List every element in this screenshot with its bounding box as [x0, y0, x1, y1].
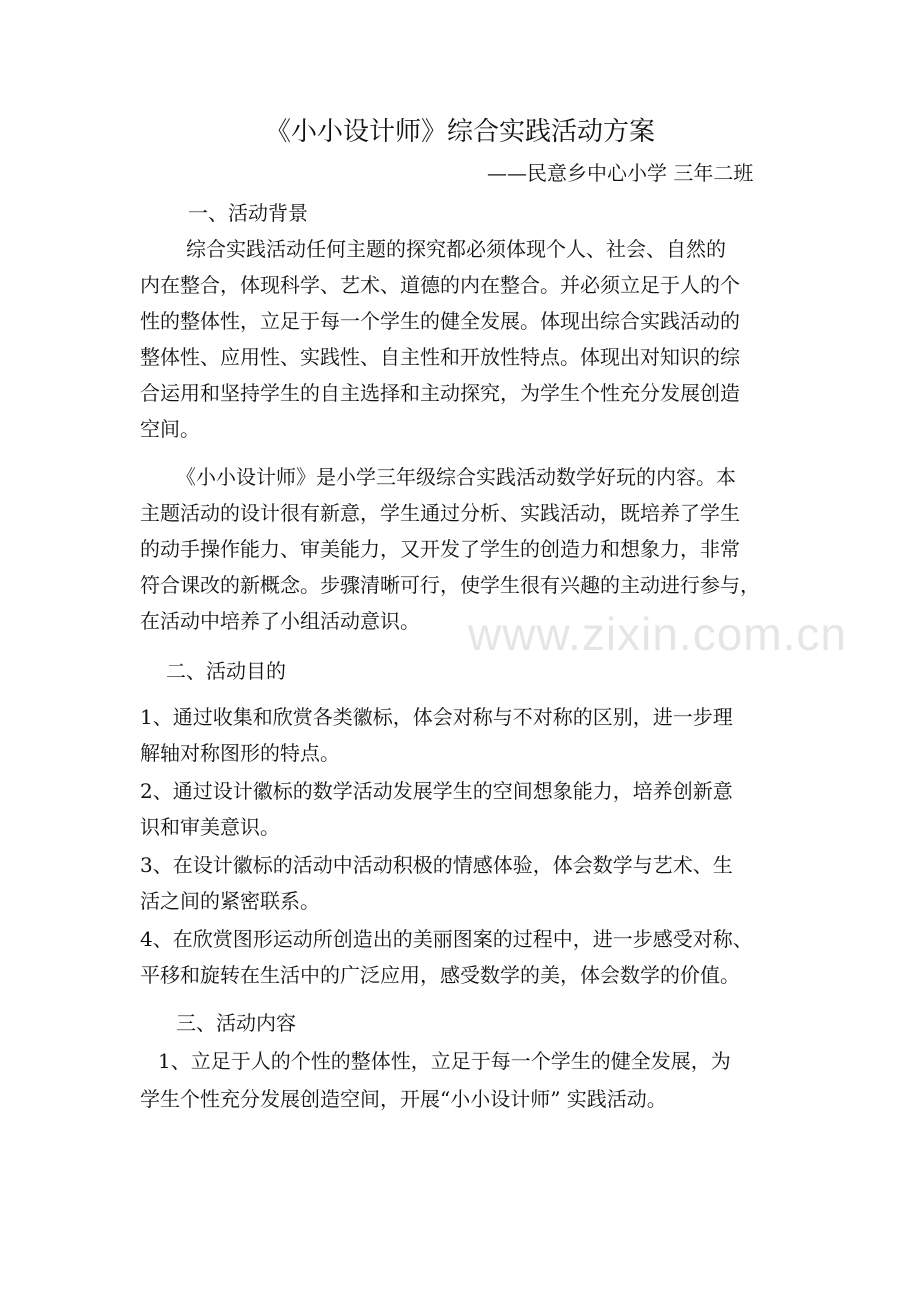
- paragraph-line: 符合课改的新概念。步骤清晰可行，使学生很有兴趣的主动进行参与，: [140, 573, 760, 597]
- list-item: 4、在欣赏图形运动所创造出的美丽图案的过程中，进一步感受对称、: [140, 927, 753, 951]
- list-item-continuation: 解轴对称图形的特点。: [140, 741, 340, 765]
- paragraph-line: 空间。: [140, 417, 200, 441]
- paragraph-line: 《小小设计师》是小学三年级综合实践活动数学好玩的内容。本: [176, 465, 736, 489]
- section-heading-background: 一、活动背景: [188, 201, 308, 225]
- watermark: www.zixin.com.cn: [468, 608, 847, 660]
- section-heading-purpose: 二、活动目的: [166, 659, 286, 683]
- list-item-continuation: 识和审美意识。: [140, 815, 280, 839]
- list-item-continuation: 平移和旋转在生活中的广泛应用，感受数学的美，体会数学的价值。: [140, 963, 740, 987]
- paragraph-line: 综合实践活动任何主题的探究都必须体现个人、社会、自然的: [186, 237, 726, 261]
- list-item: 1、立足于人的个性的整体性，立足于每一个学生的健全发展，为: [158, 1049, 731, 1073]
- paragraph-line: 的动手操作能力、审美能力，又开发了学生的创造力和想象力，非常: [140, 537, 740, 561]
- paragraph-line: 整体性、应用性、实践性、自主性和开放性特点。体现出对知识的综: [140, 345, 740, 369]
- section-heading-content: 三、活动内容: [176, 1011, 296, 1035]
- list-item: 3、在设计徽标的活动中活动积极的情感体验，体会数学与艺术、生: [140, 853, 733, 877]
- paragraph-line: 在活动中培养了小组活动意识。: [140, 609, 420, 633]
- list-item-continuation: 学生个性充分发展创造空间，开展“小小设计师” 实践活动。: [140, 1087, 667, 1111]
- document-subtitle: ——民意乡中心小学 三年二班: [487, 161, 754, 185]
- document-title: 《小小设计师》综合实践活动方案: [264, 117, 655, 147]
- list-item-continuation: 活之间的紧密联系。: [140, 889, 320, 913]
- paragraph-line: 性的整体性，立足于每一个学生的健全发展。体现出综合实践活动的: [140, 309, 740, 333]
- paragraph-line: 主题活动的设计很有新意，学生通过分析、实践活动，既培养了学生: [140, 501, 740, 525]
- list-item: 1、通过收集和欣赏各类徽标，体会对称与不对称的区别，进一步理: [140, 705, 733, 729]
- list-item: 2、通过设计徽标的数学活动发展学生的空间想象能力，培养创新意: [140, 779, 733, 803]
- paragraph-line: 合运用和坚持学生的自主选择和主动探究，为学生个性充分发展创造: [140, 381, 740, 405]
- paragraph-line: 内在整合，体现科学、艺术、道德的内在整合。并必须立足于人的个: [140, 273, 740, 297]
